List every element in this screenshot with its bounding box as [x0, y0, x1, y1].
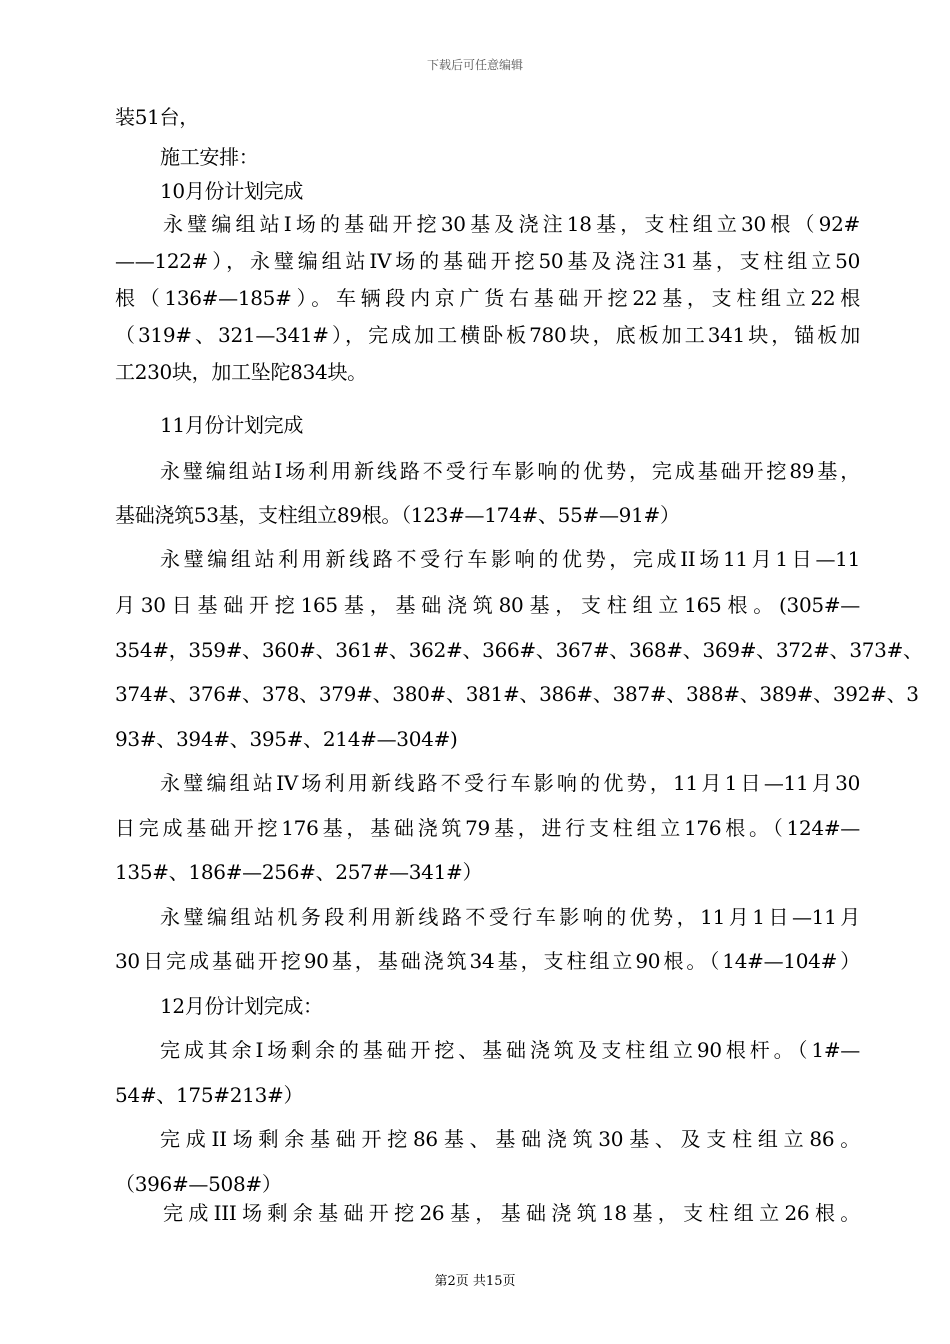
body-line: 10月份计划完成: [160, 179, 304, 203]
body-line: 354#，359#、360#、361#、362#、366#、367#、368#、369#、372#、373#、: [115, 638, 923, 662]
body-line: 工230块，加工坠陀834块。: [115, 360, 367, 384]
body-line: ——122#），永璧编组站IV场的基础开挖50基及浇注31基，支柱组立50: [115, 249, 860, 273]
body-line: （319#、321—341#），完成加工横卧板780块，底板加工341块，锚板加: [115, 323, 860, 347]
body-line: 完成III场剩余基础开挖26基，基础浇筑18基，支柱组立26根。: [163, 1201, 860, 1225]
body-line: 30日完成基础开挖90基，基础浇筑34基，支柱组立90根。（14#—104#）: [115, 949, 860, 973]
body-line: 完成II场剩余基础开挖86基、基础浇筑30基、及支柱组立86。: [160, 1127, 860, 1151]
page-footer: 第2页 共15页: [434, 1274, 516, 1289]
body-line: 月30日基础开挖165基，基础浇筑80基，支柱组立165根。(305#—: [115, 593, 860, 617]
body-line: 日完成基础开挖176基，基础浇筑79基，进行支柱组立176根。（124#—: [115, 816, 860, 840]
body-line: 永璧编组站IV场利用新线路不受行车影响的优势，11月1日—11月30: [160, 771, 860, 795]
body-line: 永璧编组站利用新线路不受行车影响的优势，完成II场11月1日—11: [160, 547, 860, 571]
body-line: 12月份计划完成：: [160, 994, 323, 1018]
body-line: （396#—508#）: [115, 1172, 282, 1196]
body-line: 54#、175#213#）: [115, 1083, 304, 1107]
body-line: 11月份计划完成: [160, 413, 304, 437]
body-line: 完成其余I场剩余的基础开挖、基础浇筑及支柱组立90根杆。（1#—: [160, 1038, 860, 1062]
body-line: 永璧编组站机务段利用新线路不受行车影响的优势，11月1日—11月: [160, 905, 860, 929]
body-line: 基础浇筑53基，支柱组立89根。（123#—174#、55#—91#）: [115, 503, 680, 527]
body-line: 135#、186#—256#、257#—341#）: [115, 860, 483, 884]
body-line: 93#、394#、395#、214#—304#): [115, 727, 458, 751]
body-line: 装51台，: [115, 105, 199, 129]
body-line: 永璧编组站I场利用新线路不受行车影响的优势，完成基础开挖89基，: [160, 459, 860, 483]
body-line: 永璧编组站I场的基础开挖30基及浇注18基，支柱组立30根（92#: [163, 212, 860, 236]
body-line: 374#、376#、378、379#、380#、381#、386#、387#、388#、389#、392#、3: [115, 682, 919, 706]
page-header: 下载后可任意编辑: [426, 58, 523, 72]
body-line: 根（136#—185#）。车辆段内京广货右基础开挖22基，支柱组立22根: [115, 286, 860, 310]
body-line: 施工安排：: [160, 145, 259, 169]
